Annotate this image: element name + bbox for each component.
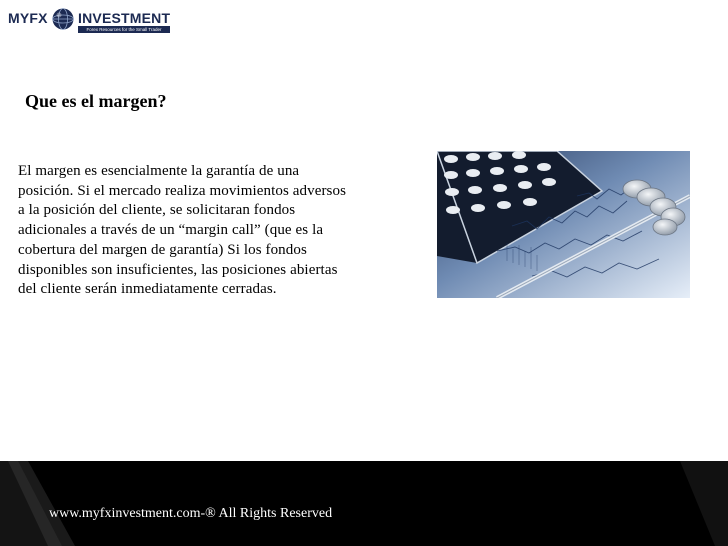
body-line: a la posición del cliente, se solicitaran fondos — [18, 202, 296, 219]
finance-photo — [437, 151, 690, 298]
body-line: disponibles son insuficientes, las posiciones abiertas — [18, 261, 338, 278]
brand-logo — [8, 5, 170, 39]
body-line: posición. Si el mercado realiza movimientos adversos — [18, 182, 347, 199]
slide-title: Que es el margen? — [25, 91, 167, 111]
logo-text-right: INVESTMENT — [78, 10, 171, 26]
body-line: El margen es esencialmente la garantía de una — [18, 163, 300, 179]
logo-tagline: Forex Resources for the Small Trader — [78, 26, 170, 33]
body-line: cobertura del margen de garantía) Si los fondos — [18, 241, 307, 258]
globe-icon — [51, 7, 75, 31]
footer-band — [0, 461, 728, 546]
footer-copyright: www.myfxinvestment.com-® All Rights Reserved — [49, 506, 333, 521]
logo-text-left: MYFX — [8, 10, 48, 26]
body-line: adicionales a través de un “margin call” (que es la — [18, 222, 324, 239]
body-paragraph — [18, 162, 418, 300]
body-line: del cliente serán inmediatamente cerradas. — [18, 281, 277, 298]
